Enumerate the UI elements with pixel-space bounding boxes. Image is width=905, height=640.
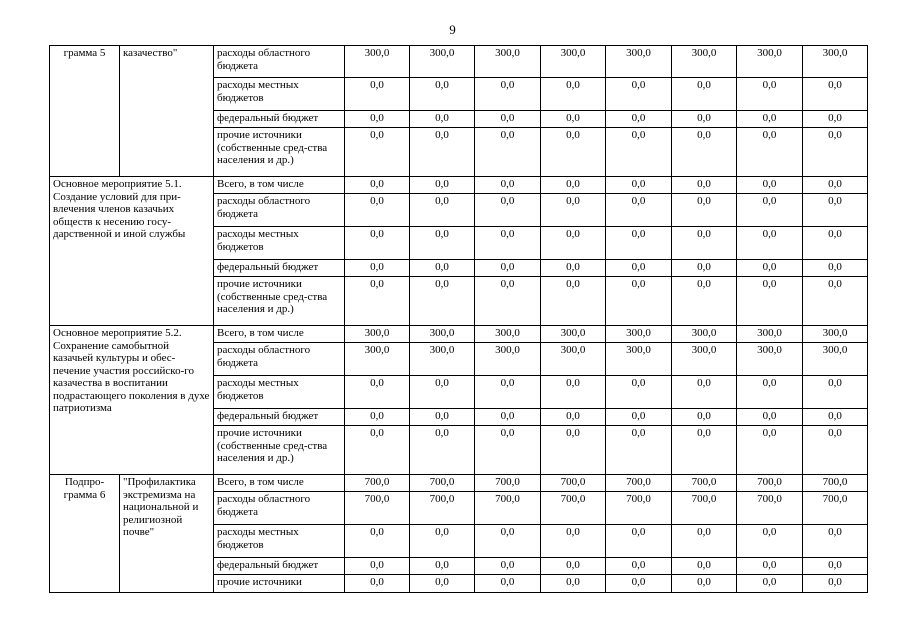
amount-cell: 0,0 (606, 376, 672, 409)
amount-cell: 0,0 (410, 525, 475, 558)
amount-cell: 300,0 (345, 46, 410, 78)
amount-cell: 0,0 (606, 575, 672, 593)
funding-source: федеральный бюджет (214, 260, 345, 277)
amount-cell: 0,0 (475, 194, 541, 227)
amount-cell: 300,0 (345, 326, 410, 343)
amount-cell: 300,0 (803, 343, 868, 376)
amount-cell: 0,0 (541, 111, 606, 128)
amount-cell: 0,0 (737, 78, 803, 111)
amount-cell: 300,0 (541, 343, 606, 376)
amount-cell: 0,0 (345, 128, 410, 177)
amount-cell: 0,0 (345, 409, 410, 426)
amount-cell: 0,0 (803, 409, 868, 426)
amount-cell: 0,0 (345, 194, 410, 227)
amount-cell: 0,0 (737, 277, 803, 326)
amount-cell: 0,0 (475, 558, 541, 575)
amount-cell: 0,0 (606, 409, 672, 426)
amount-cell: 0,0 (803, 128, 868, 177)
amount-cell: 700,0 (541, 475, 606, 492)
amount-cell: 0,0 (541, 376, 606, 409)
amount-cell: 700,0 (345, 475, 410, 492)
amount-cell: 300,0 (345, 343, 410, 376)
amount-cell: 0,0 (345, 227, 410, 260)
funding-source: расходы местных бюджетов (214, 376, 345, 409)
amount-cell: 0,0 (672, 194, 737, 227)
amount-cell: 300,0 (737, 326, 803, 343)
amount-cell: 0,0 (410, 376, 475, 409)
funding-source: расходы местных бюджетов (214, 525, 345, 558)
amount-cell: 0,0 (672, 376, 737, 409)
amount-cell: 0,0 (410, 194, 475, 227)
amount-cell: 0,0 (345, 277, 410, 326)
amount-cell: 0,0 (803, 194, 868, 227)
amount-cell: 0,0 (606, 111, 672, 128)
amount-cell: 300,0 (410, 343, 475, 376)
amount-cell: 0,0 (475, 426, 541, 475)
amount-cell: 700,0 (803, 475, 868, 492)
amount-cell: 0,0 (737, 260, 803, 277)
amount-cell: 700,0 (475, 475, 541, 492)
amount-cell: 0,0 (606, 558, 672, 575)
amount-cell: 300,0 (606, 343, 672, 376)
amount-cell: 0,0 (672, 260, 737, 277)
amount-cell: 0,0 (737, 558, 803, 575)
amount-cell: 300,0 (672, 46, 737, 78)
amount-cell: 0,0 (672, 177, 737, 194)
amount-cell: 0,0 (672, 525, 737, 558)
amount-cell: 0,0 (410, 409, 475, 426)
amount-cell: 0,0 (672, 575, 737, 593)
funding-source: расходы областного бюджета (214, 492, 345, 525)
amount-cell: 700,0 (345, 492, 410, 525)
funding-source: расходы местных бюджетов (214, 227, 345, 260)
amount-cell: 0,0 (672, 426, 737, 475)
funding-source: прочие источники (собственные сред-ства населения и др.) (214, 277, 345, 326)
page-number: 9 (449, 22, 456, 37)
amount-cell: 0,0 (606, 525, 672, 558)
amount-cell: 0,0 (606, 128, 672, 177)
amount-cell: 0,0 (672, 277, 737, 326)
amount-cell: 0,0 (803, 177, 868, 194)
budget-table (49, 45, 868, 593)
amount-cell: 300,0 (475, 343, 541, 376)
amount-cell: 0,0 (672, 128, 737, 177)
amount-cell: 0,0 (606, 227, 672, 260)
amount-cell: 0,0 (803, 525, 868, 558)
amount-cell: 300,0 (737, 343, 803, 376)
activity-title: Основное мероприятие 5.1. Создание условий для при-влечения членов казачьих обществ к несению госу-дарственной и иной службы (50, 177, 214, 326)
funding-source: Всего, в том числе (214, 475, 345, 492)
amount-cell: 0,0 (737, 525, 803, 558)
amount-cell: 0,0 (475, 177, 541, 194)
funding-source: федеральный бюджет (214, 111, 345, 128)
amount-cell: 0,0 (541, 409, 606, 426)
amount-cell: 0,0 (345, 525, 410, 558)
amount-cell: 700,0 (541, 492, 606, 525)
amount-cell: 0,0 (737, 227, 803, 260)
amount-cell: 0,0 (803, 426, 868, 475)
amount-cell: 300,0 (672, 343, 737, 376)
amount-cell: 300,0 (737, 46, 803, 78)
amount-cell: 0,0 (345, 376, 410, 409)
amount-cell: 700,0 (672, 492, 737, 525)
amount-cell: 0,0 (803, 376, 868, 409)
amount-cell: 0,0 (345, 177, 410, 194)
amount-cell: 0,0 (410, 111, 475, 128)
amount-cell: 0,0 (541, 558, 606, 575)
amount-cell: 0,0 (475, 376, 541, 409)
amount-cell: 0,0 (410, 260, 475, 277)
amount-cell: 0,0 (345, 111, 410, 128)
amount-cell: 0,0 (803, 575, 868, 593)
amount-cell: 700,0 (410, 475, 475, 492)
funding-source: расходы областного бюджета (214, 343, 345, 376)
amount-cell: 300,0 (541, 326, 606, 343)
amount-cell: 0,0 (606, 78, 672, 111)
funding-source: прочие источники (214, 575, 345, 593)
amount-cell: 700,0 (737, 492, 803, 525)
amount-cell: 300,0 (803, 326, 868, 343)
amount-cell: 0,0 (803, 277, 868, 326)
amount-cell: 0,0 (475, 78, 541, 111)
table-row (50, 177, 868, 194)
funding-source: расходы местных бюджетов (214, 78, 345, 111)
amount-cell: 0,0 (541, 227, 606, 260)
amount-cell: 0,0 (737, 409, 803, 426)
program-name: "Профилактика экстремизма на национальной и религиозной почве" (120, 475, 214, 593)
amount-cell: 300,0 (410, 326, 475, 343)
funding-source: прочие источники (собственные сред-ства населения и др.) (214, 426, 345, 475)
amount-cell: 0,0 (737, 194, 803, 227)
funding-source: Всего, в том числе (214, 326, 345, 343)
amount-cell: 0,0 (672, 111, 737, 128)
amount-cell: 0,0 (606, 194, 672, 227)
amount-cell: 700,0 (410, 492, 475, 525)
table-row (50, 326, 868, 343)
amount-cell: 0,0 (541, 177, 606, 194)
amount-cell: 0,0 (737, 575, 803, 593)
amount-cell: 0,0 (737, 111, 803, 128)
amount-cell: 0,0 (475, 525, 541, 558)
amount-cell: 0,0 (345, 426, 410, 475)
amount-cell: 0,0 (475, 111, 541, 128)
amount-cell: 0,0 (541, 260, 606, 277)
amount-cell: 0,0 (737, 426, 803, 475)
amount-cell: 0,0 (475, 227, 541, 260)
funding-source: расходы областного бюджета (214, 46, 345, 78)
amount-cell: 0,0 (541, 194, 606, 227)
amount-cell: 0,0 (475, 277, 541, 326)
amount-cell: 0,0 (803, 78, 868, 111)
amount-cell: 0,0 (737, 376, 803, 409)
amount-cell: 300,0 (606, 326, 672, 343)
amount-cell: 700,0 (606, 475, 672, 492)
activity-title: Основное мероприятие 5.2. Сохранение самобытной казачьей культуры и обес-печение участия российско-го казачества в воспитании подрастающего поколения в духе патриотизма (50, 326, 214, 475)
amount-cell: 0,0 (606, 260, 672, 277)
amount-cell: 0,0 (672, 409, 737, 426)
amount-cell: 0,0 (410, 575, 475, 593)
amount-cell: 0,0 (672, 558, 737, 575)
funding-source: расходы областного бюджета (214, 194, 345, 227)
amount-cell: 0,0 (672, 227, 737, 260)
amount-cell: 300,0 (606, 46, 672, 78)
amount-cell: 0,0 (410, 277, 475, 326)
amount-cell: 700,0 (803, 492, 868, 525)
amount-cell: 0,0 (803, 227, 868, 260)
amount-cell: 0,0 (737, 128, 803, 177)
amount-cell: 0,0 (410, 227, 475, 260)
amount-cell: 0,0 (606, 177, 672, 194)
table-row (50, 46, 868, 78)
amount-cell: 300,0 (803, 46, 868, 78)
amount-cell: 0,0 (541, 525, 606, 558)
amount-cell: 0,0 (541, 426, 606, 475)
amount-cell: 0,0 (410, 558, 475, 575)
amount-cell: 0,0 (606, 426, 672, 475)
amount-cell: 0,0 (606, 277, 672, 326)
amount-cell: 0,0 (410, 128, 475, 177)
amount-cell: 700,0 (475, 492, 541, 525)
amount-cell: 0,0 (345, 78, 410, 111)
funding-source: федеральный бюджет (214, 409, 345, 426)
funding-source: Всего, в том числе (214, 177, 345, 194)
amount-cell: 300,0 (541, 46, 606, 78)
amount-cell: 300,0 (475, 46, 541, 78)
amount-cell: 700,0 (672, 475, 737, 492)
amount-cell: 0,0 (803, 111, 868, 128)
amount-cell: 0,0 (803, 558, 868, 575)
amount-cell: 0,0 (345, 558, 410, 575)
amount-cell: 0,0 (541, 277, 606, 326)
amount-cell: 0,0 (541, 128, 606, 177)
amount-cell: 300,0 (475, 326, 541, 343)
program-code: грамма 5 (50, 46, 120, 177)
amount-cell: 0,0 (541, 575, 606, 593)
amount-cell: 0,0 (803, 260, 868, 277)
amount-cell: 0,0 (475, 128, 541, 177)
funding-source: федеральный бюджет (214, 558, 345, 575)
program-name: казачество" (120, 46, 214, 177)
amount-cell: 0,0 (410, 177, 475, 194)
amount-cell: 300,0 (672, 326, 737, 343)
amount-cell: 0,0 (410, 78, 475, 111)
amount-cell: 0,0 (345, 575, 410, 593)
amount-cell: 300,0 (410, 46, 475, 78)
program-code: Подпро-грамма 6 (50, 475, 120, 593)
amount-cell: 0,0 (737, 177, 803, 194)
amount-cell: 0,0 (410, 426, 475, 475)
table-row (50, 475, 868, 492)
amount-cell: 0,0 (475, 260, 541, 277)
amount-cell: 0,0 (475, 575, 541, 593)
amount-cell: 0,0 (475, 409, 541, 426)
amount-cell: 0,0 (345, 260, 410, 277)
funding-source: прочие источники (собственные сред-ства населения и др.) (214, 128, 345, 177)
amount-cell: 700,0 (606, 492, 672, 525)
amount-cell: 0,0 (672, 78, 737, 111)
amount-cell: 0,0 (541, 78, 606, 111)
amount-cell: 700,0 (737, 475, 803, 492)
